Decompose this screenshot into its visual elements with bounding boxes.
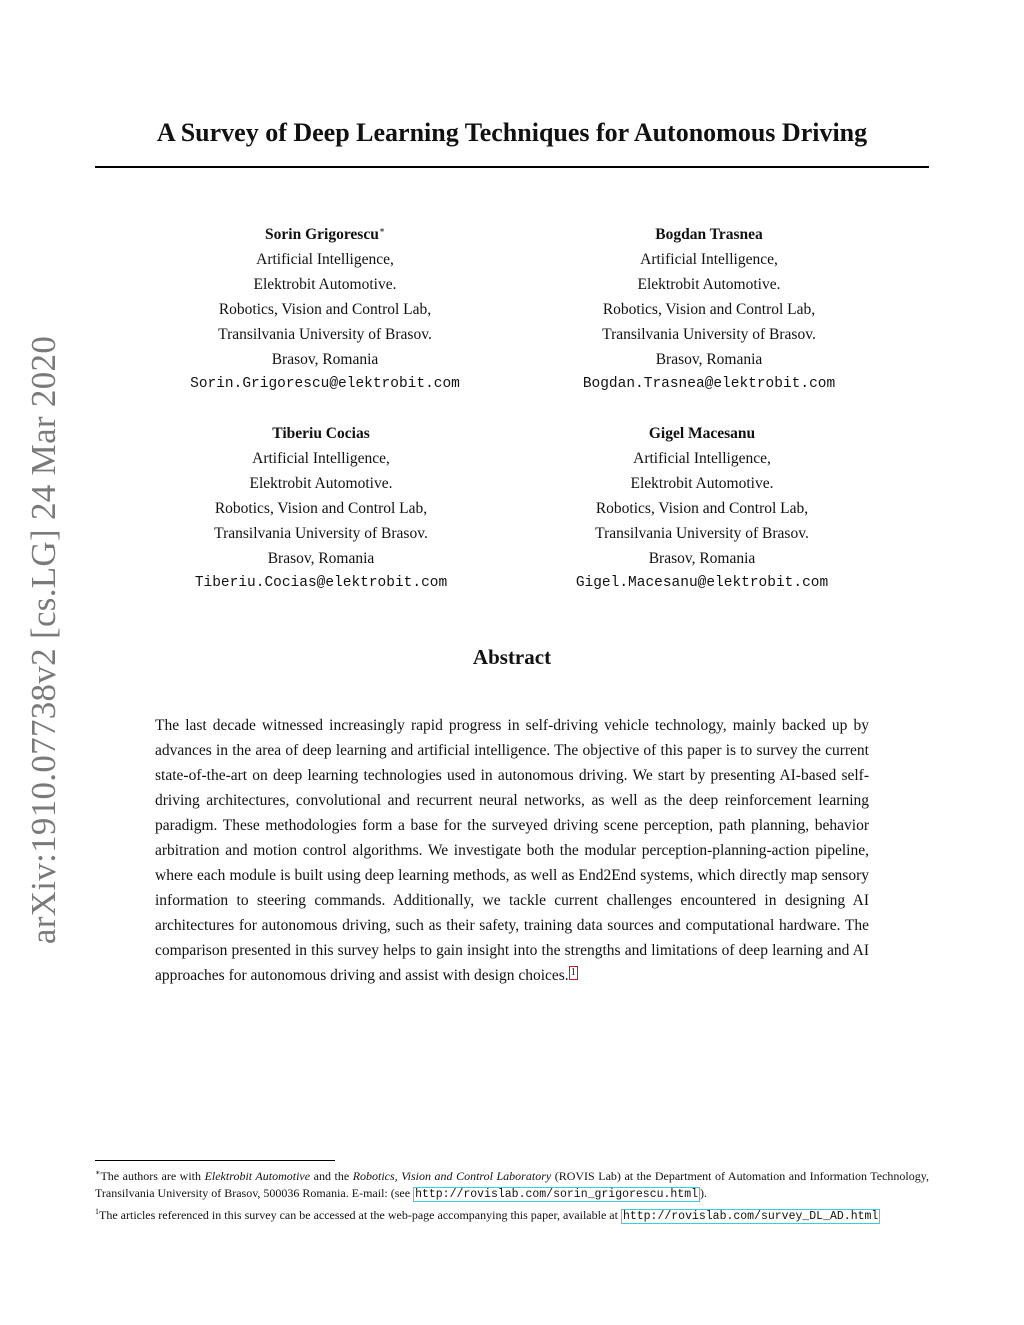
footnote-authors: [95, 1164, 929, 1203]
footnote-emphasis: Robotics, Vision and Control Laboratory: [352, 1169, 552, 1183]
author-affiliation: Artificial Intelligence,: [633, 450, 771, 467]
footnote-text: The authors are with: [100, 1169, 205, 1183]
author-affiliation: Robotics, Vision and Control Lab,: [595, 500, 809, 517]
author-block: [131, 421, 511, 596]
author-name: Gigel Macesanu: [648, 425, 756, 442]
author-email: Gigel.Macesanu@elektrobit.com: [575, 575, 829, 591]
author-affiliation: Elektrobit Automotive.: [253, 276, 397, 293]
author-block: [512, 421, 892, 596]
author-footnote-mark: ∗: [378, 224, 385, 235]
author-affiliation: Transilvania University of Brasov.: [214, 525, 428, 542]
author-email: Tiberiu.Cocias@elektrobit.com: [194, 575, 448, 591]
author-block: [519, 222, 899, 397]
footnote-emphasis: Elektrobit Automotive: [204, 1169, 311, 1183]
footnote-divider: [95, 1160, 335, 1161]
author-affiliation: Brasov, Romania: [271, 351, 379, 368]
author-affiliation: Artificial Intelligence,: [640, 251, 778, 268]
footnote-text: (ROVIS Lab) at the Department of Automation and Information Technology, Transilvania University of Brasov, 500036 Romania. E-mail: (see: [95, 1169, 929, 1200]
author-affiliation: Robotics, Vision and Control Lab,: [214, 500, 428, 517]
footnote-mark: ∗: [95, 1168, 101, 1177]
abstract-body: [155, 713, 869, 988]
author-affiliation: Brasov, Romania: [648, 550, 756, 567]
footnote-text: ).: [700, 1186, 708, 1200]
footnote-mark: 1: [95, 1207, 99, 1216]
author-affiliation: Elektrobit Automotive.: [630, 475, 774, 492]
footnote-text: and the: [310, 1169, 353, 1183]
author-affiliation: Elektrobit Automotive.: [637, 276, 781, 293]
author-affiliation: Artificial Intelligence,: [256, 251, 394, 268]
footnotes: [95, 1164, 929, 1225]
arxiv-identifier: arXiv:1910.07738v2 [cs.LG] 24 Mar 2020: [24, 335, 63, 945]
author-email: Sorin.Grigorescu@elektrobit.com: [190, 376, 460, 392]
author-affiliation: Elektrobit Automotive.: [249, 475, 393, 492]
title-divider: [95, 166, 929, 168]
footnote-reference-link[interactable]: 1: [570, 967, 576, 978]
author-affiliation: Transilvania University of Brasov.: [595, 525, 809, 542]
abstract-text: The last decade witnessed increasingly rapid progress in self-driving vehicle technology, mainly backed up by advances in the area of deep learning and artificial intelligence. The objective of this paper is to survey the current state-of-the-art on deep learning technologies used in autonomous driving. We start by presenting AI-based self-driving architectures, convolutional and recurrent neural networks, as well as the deep reinforcement learning paradigm. These methodologies form a base for the surveyed driving scene perception, path planning, behavior arbitration and motion control algorithms. We investigate both the modular perception-planning-action pipeline, where each module is built using deep learning methods, as well as End2End systems, which directly map sensory information to steering commands. Additionally, we tackle current challenges encountered in designing AI architectures for autonomous driving, such as their safety, training data sources and computational hardware. The comparison presented in this survey helps to gain insight into the strengths and limitations of deep learning and AI approaches for autonomous driving and assist with design choices.: [155, 717, 869, 984]
author-page-link[interactable]: http://rovislab.com/sorin_grigorescu.html: [415, 1188, 699, 1201]
author-name: Sorin Grigorescu: [265, 226, 379, 243]
paper-title: A Survey of Deep Learning Techniques for Autonomous Driving: [156, 118, 868, 147]
author-email: Bogdan.Trasnea@elektrobit.com: [582, 376, 836, 392]
author-affiliation: Robotics, Vision and Control Lab,: [602, 301, 816, 318]
author-affiliation: Robotics, Vision and Control Lab,: [218, 301, 432, 318]
author-affiliation: Transilvania University of Brasov.: [218, 326, 432, 343]
footnote-articles: [95, 1203, 929, 1225]
author-affiliation: Brasov, Romania: [267, 550, 375, 567]
author-affiliation: Transilvania University of Brasov.: [602, 326, 816, 343]
footnote-text: The articles referenced in this survey can be accessed at the web-page accompanying this paper, available at: [99, 1208, 621, 1222]
abstract-heading: Abstract: [472, 645, 552, 669]
survey-page-link[interactable]: http://rovislab.com/survey_DL_AD.html: [622, 1210, 879, 1223]
author-affiliation: Artificial Intelligence,: [252, 450, 390, 467]
author-name: Tiberiu Cocias: [272, 425, 370, 442]
author-name: Bogdan Trasnea: [655, 226, 763, 243]
author-block: [135, 222, 515, 397]
author-affiliation: Brasov, Romania: [655, 351, 763, 368]
